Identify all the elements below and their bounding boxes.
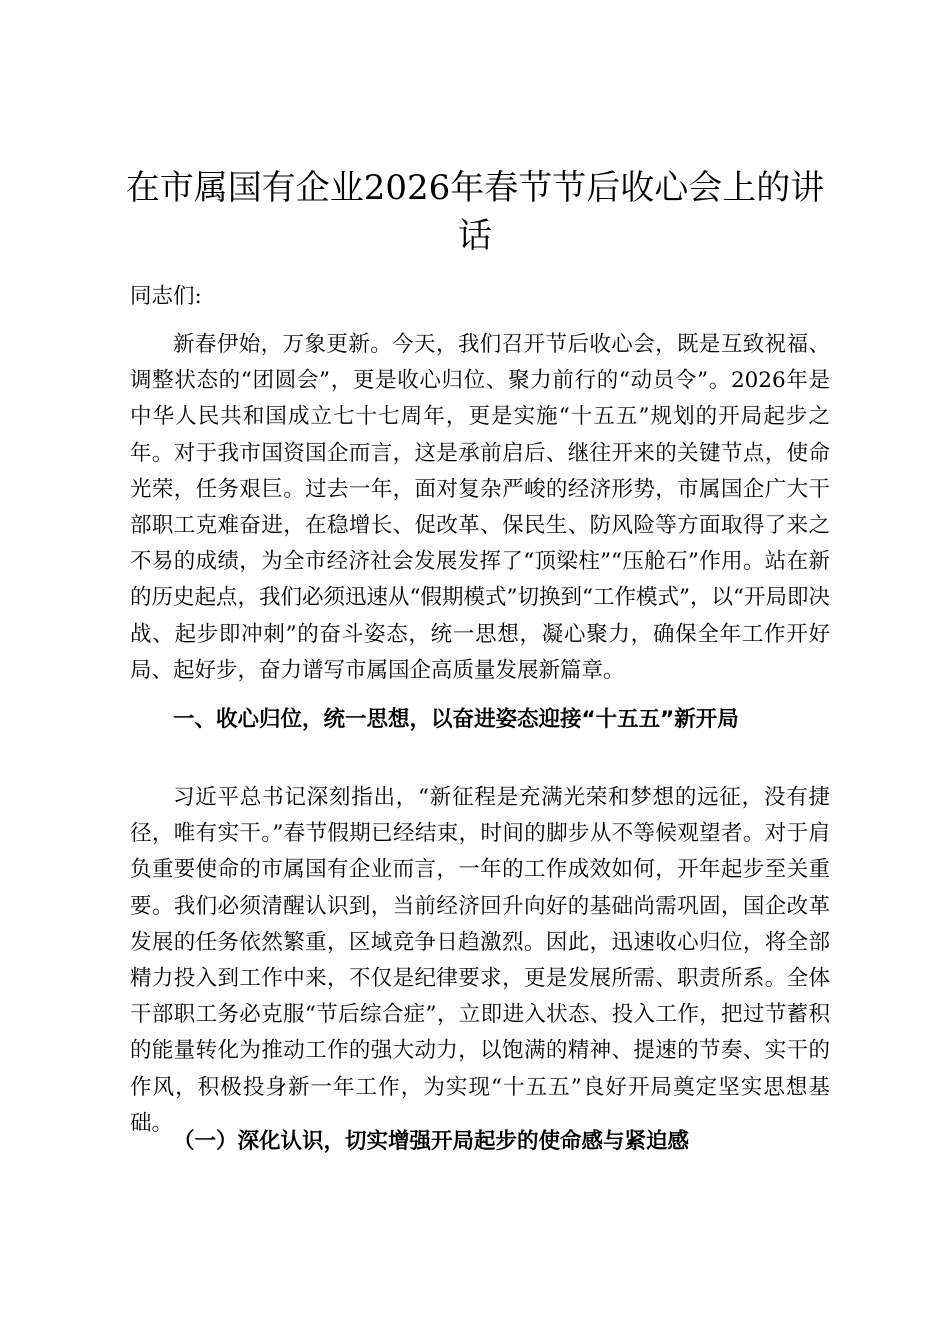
salutation: 同志们:: [130, 284, 202, 309]
body-paragraph: 习近平总书记深刻指出，“新征程是充满光荣和梦想的远征，没有捷径，唯有实干。”春节假期已经结束，时间的脚步从不等候观望者。对于肩负重要使命的市属国有企业而言，一年的工作成效如何，开年起步至关重要。我们必须清醒认识到，当前经济回升向好的基础尚需巩固，国企改革发展的任务依然繁重，区域竞争日趋激烈。因此，迅速收心归位，将全部精力投入到工作中来，不仅是纪律要求，更是发展所需、职责所系。全体干部职工务必克服“节后综合症”，立即进入状态、投入工作，把过节蓄积的能量转化为推动工作的强大动力，以饱满的精神、提速的节奏、实干的作风，积极投身新一年工作，为实现“十五五”良好开局奠定坚实思想基础。: [130, 785, 830, 1136]
body-paragraph: 新春伊始，万象更新。今天，我们召开节后收心会，既是互致祝福、调整状态的“团圆会”，更是收心归位、聚力前行的“动员令”。2026年是中华人民共和国成立七十七周年，更是实施“十五五”规划的开局起步之年。对于我市国资国企而言，这是承前启后、继往开来的关键节点，使命光荣，任务艰巨。过去一年，面对复杂严峻的经济形势，市属国企广大干部职工克难奋进，在稳增长、促改革、保民生、防风险等方面取得了来之不易的成绩，为全市经济社会发展发挥了“顶梁柱”“压舱石”作用。站在新的历史起点，我们必须迅速从“假期模式”切换到“工作模式”，以“开局即决战、起步即冲刺”的奋斗姿态，统一思想，凝心聚力，确保全年工作开好局、起好步，奋力谱写市属国企高质量发展新篇章。: [130, 332, 830, 683]
section-heading: 一、收心归位，统一思想，以奋进姿态迎接“十五五”新开局: [173, 707, 739, 732]
document-title: 在市属国有企业2026年春节节后收心会上的讲话: [125, 168, 825, 256]
subsection-heading: （一）深化认识，切实增强开局起步的使命感与紧迫感: [173, 1129, 690, 1154]
